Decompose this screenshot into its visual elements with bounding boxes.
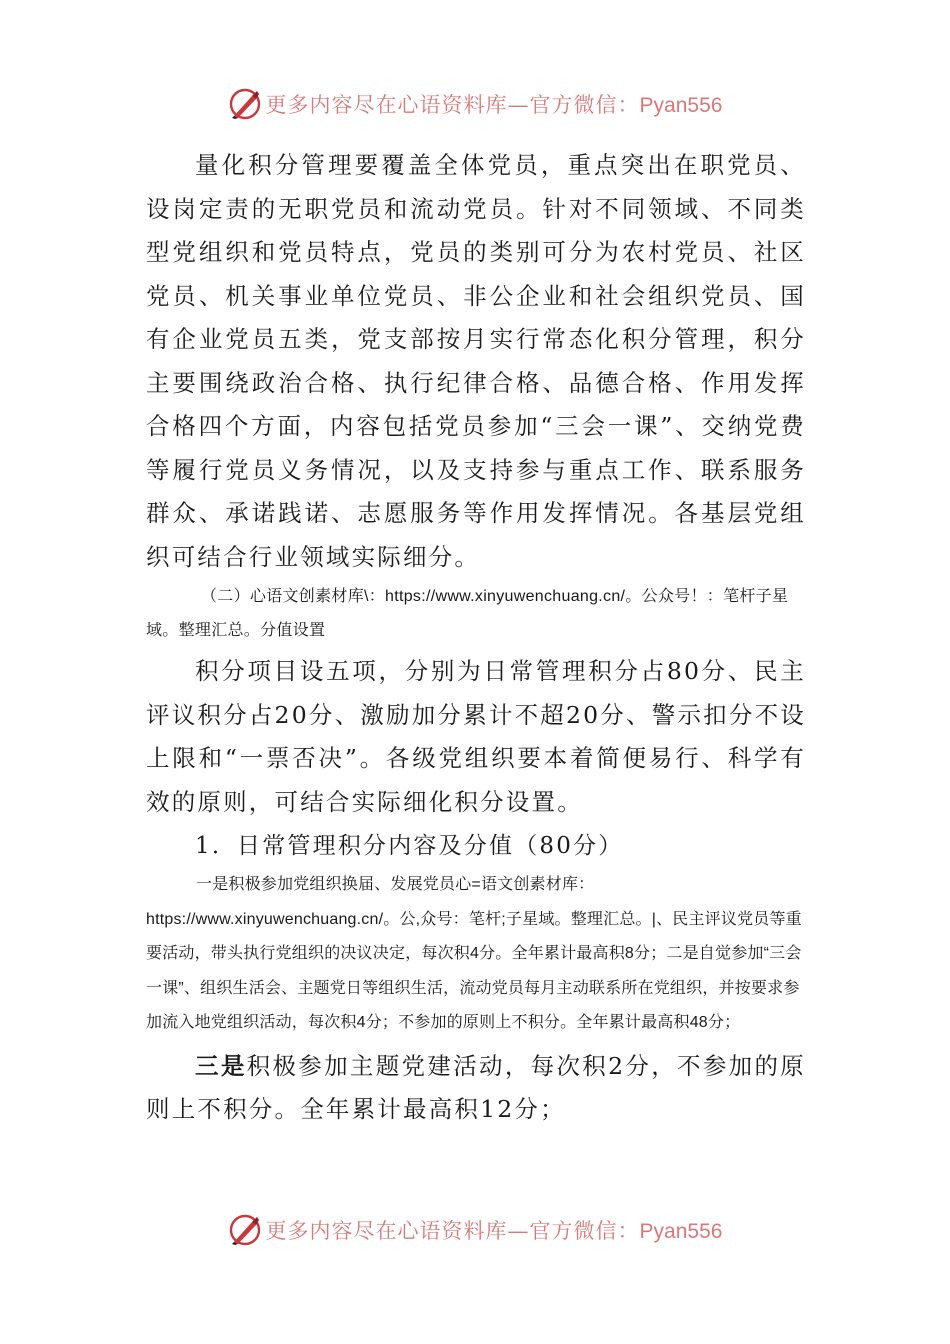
footer-banner: [0, 1210, 950, 1250]
banner-text: 更多内容尽在心语资料库—官方微信：Pyan556: [265, 1219, 723, 1243]
banner-text: 更多内容尽在心语资料库—官方微信：Pyan556: [265, 93, 723, 117]
pen-logo-icon: [228, 1213, 262, 1247]
paragraph-daily-items: 一是积极参加党组织换届、发展党员心=语文创素材库：https://www.xinyuwenchuang.cn/。公,众号：笔杆;子星域。整理汇总。|、民主评议党员等重要活动，带头执行党组织的决议决定，每次积4分。全年累计最高积8分；二是自觉参加“三会一课”、组织生活会、主题党日等组织生活，流动党员每月主动联系所在党组织，并按要求参加流入地党组织活动，每次积4分；不参加的原则上不积分。全年累计最高积48分；: [146, 876, 802, 1031]
paragraph-theme-activity: [146, 1045, 806, 1132]
heading-daily-management: 1．日常管理积分内容及分值（80分）: [195, 833, 624, 859]
paragraph-score-items: 积分项目设五项，分别为日常管理积分占80分、民主评议积分占20分、激励加分累计不超20分、警示扣分不设上限和“一票否决”。各级党组织要本着简便易行、科学有效的原则，可结合实际细化积分设置。: [146, 657, 806, 816]
paragraph-section-two: （二）心语文创素材库\：https://www.xinyuwenchuang.cn/。公众号！：笔杆子星域。整理汇总。分值设置: [146, 588, 789, 639]
item-three-text: 积极参加主题党建活动，每次积2分，不参加的原则上不积分。全年累计最高积12分；: [146, 1051, 806, 1123]
item-three-lead: 三是: [195, 1051, 247, 1080]
pen-logo-icon: [228, 87, 262, 121]
paragraph-scope: 量化积分管理要覆盖全体党员，重点突出在职党员、设岗定责的无职党员和流动党员。针对不同领域、不同类型党组织和党员特点，党员的类别可分为农村党员、社区党员、机关事业单位党员、非公企业和社会组织党员、国有企业党员五类，党支部按月实行常态化积分管理，积分主要围绕政治合格、执行纪律合格、品德合格、作用发挥合格四个方面，内容包括党员参加“三会一课”、交纳党费等履行党员义务情况，以及支持参与重点工作、联系服务群众、承诺践诺、志愿服务等作用发挥情况。各基层党组织可结合行业领域实际细分。: [146, 151, 806, 571]
header-banner: [0, 84, 950, 124]
document-body: [146, 144, 806, 1132]
